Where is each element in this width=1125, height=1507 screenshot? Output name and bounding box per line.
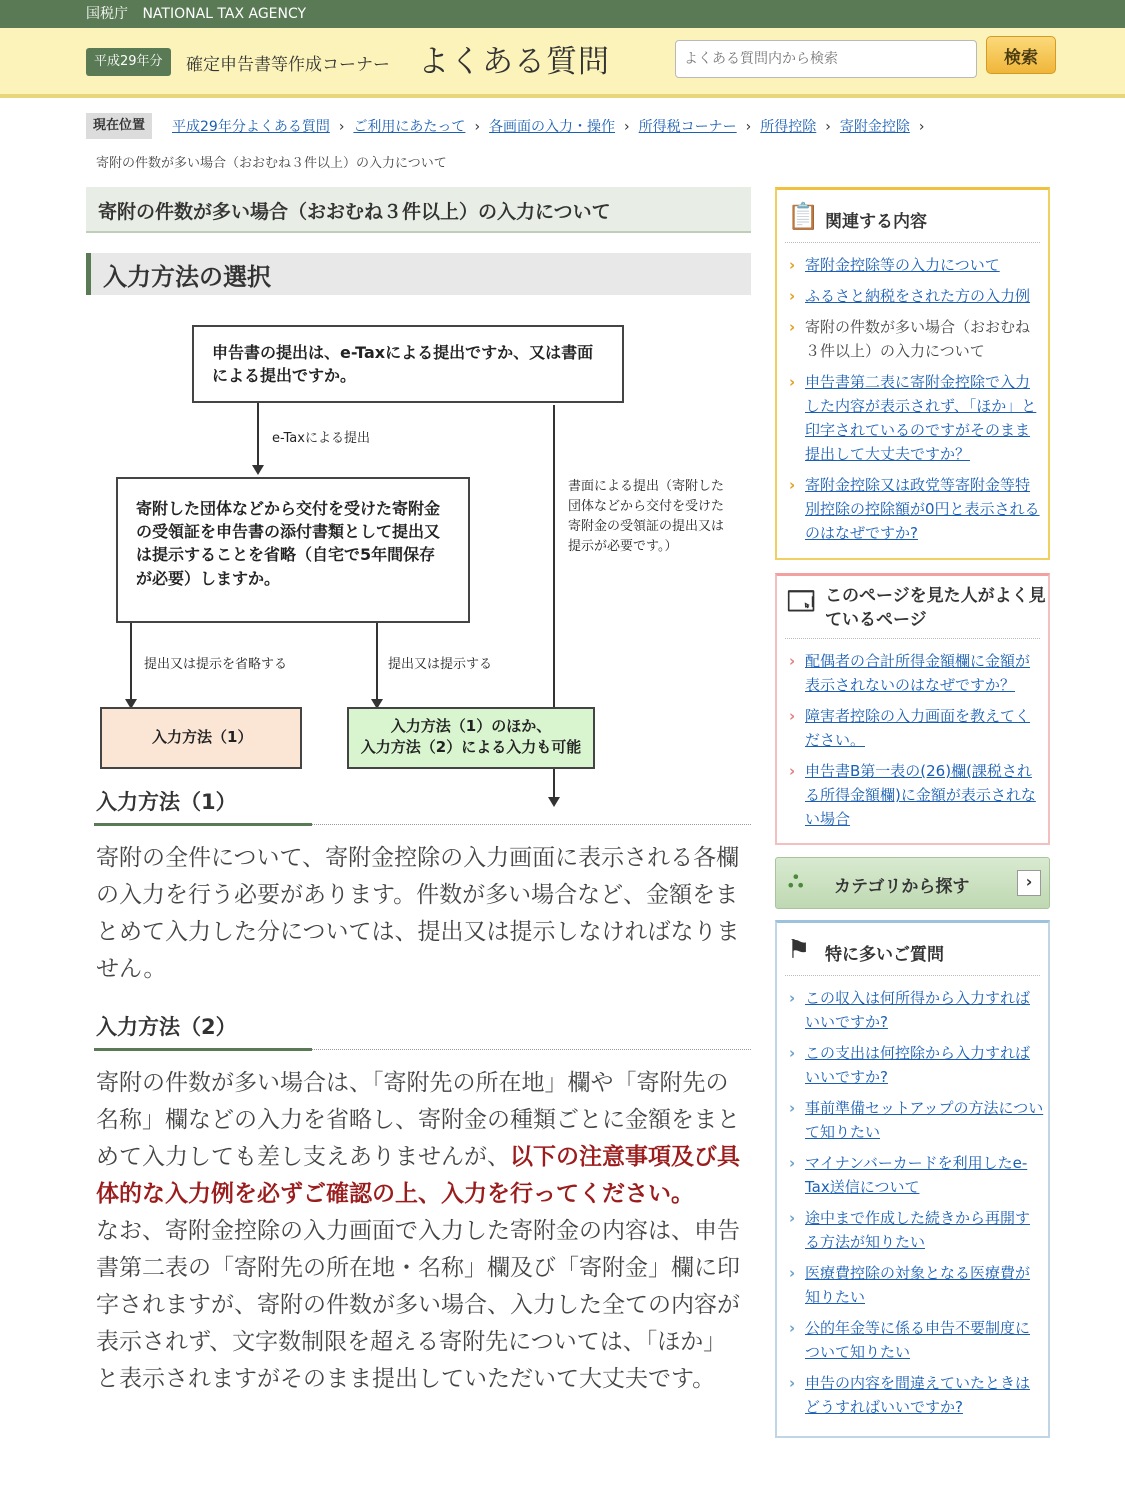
flow-result-2-line2: 入力方法（2）による入力も可能 [360, 738, 582, 756]
breadcrumb-current: 寄附の件数が多い場合（おおむね３件以上）の入力について [96, 156, 447, 171]
corner-name: 確定申告書等作成コーナー [186, 55, 390, 75]
flow-arrow-submit [376, 623, 378, 707]
breadcrumb-separator: › [745, 119, 752, 135]
frequent-item[interactable]: › 途中まで作成した続きから再開する方法が知りたい [787, 1206, 1044, 1254]
method-2-text-after: なお、寄附金控除の入力画面で入力した寄附金の内容は、申告書第二表の「寄附先の所在地・名称」欄及び「寄附金」欄に印字されますが、寄附の件数が多い場合、入力した全ての内容が表示されず、文字数制限を超える寄附先については、「ほか」と表示されますがそのまま提出していただいて大丈夫です。 [96, 1218, 740, 1392]
search-input[interactable] [675, 40, 977, 78]
breadcrumb [172, 116, 933, 136]
breadcrumb-item[interactable]: 所得税コーナー [638, 119, 737, 135]
header [0, 28, 1125, 98]
flow-label-submit: 提出又は提示する [388, 657, 493, 672]
category-label: カテゴリから探す [834, 877, 970, 897]
flow-question-1: 申告書の提出は、e-Taxによる提出ですか、又は書面による提出ですか。 [192, 325, 624, 403]
method-2-section [86, 1006, 751, 1398]
related-title: 関連する内容 [825, 212, 927, 232]
frequent-item[interactable]: › この支出は何控除から入力すればいいですか? [787, 1041, 1044, 1089]
flow-result-2 [347, 707, 595, 769]
method-1-rule [86, 823, 751, 826]
popular-item[interactable]: › 申告書B第一表の(26)欄(課税される所得金額欄)に金額が表示されない場合 [787, 759, 1044, 831]
method-1-title: 入力方法（1） [96, 790, 237, 814]
related-item[interactable]: › 寄附金控除等の入力について [787, 253, 1044, 277]
faq-title[interactable]: よくある質問 [418, 44, 610, 80]
related-item[interactable]: › ふるさと納税をされた方の入力例 [787, 284, 1044, 308]
frequent-item[interactable]: › 公的年金等に係る申告不要制度について知りたい [787, 1316, 1044, 1364]
related-panel [775, 187, 1050, 560]
chevron-right-icon: › [1017, 870, 1041, 896]
section-title: 入力方法の選択 [86, 253, 751, 295]
frequent-item[interactable]: › 申告の内容を間違えていたときはどうすればいいですか? [787, 1371, 1044, 1419]
agency-bar [0, 0, 1125, 28]
breadcrumb-separator: › [918, 119, 925, 135]
flag-icon: ⚑ [787, 935, 811, 965]
breadcrumb-separator: › [825, 119, 831, 135]
search-button[interactable]: 検索 [986, 36, 1056, 74]
main-content [86, 187, 751, 1398]
breadcrumb-label: 現在位置 [86, 113, 152, 139]
breadcrumb-item[interactable]: 平成29年分よくある質問 [172, 119, 330, 135]
frequent-header [777, 923, 1048, 975]
breadcrumb-separator: › [474, 119, 481, 135]
related-item-current: › 寄附の件数が多い場合（おおむね３件以上）の入力について [787, 315, 1044, 363]
breadcrumb-item[interactable]: 所得控除 [760, 119, 817, 135]
sitemap-icon: ⛬ [788, 868, 804, 893]
window-icon: 🗔 [787, 587, 816, 617]
frequent-panel [775, 920, 1050, 1438]
frequent-item[interactable]: › マイナンバーカードを利用したe-Tax送信について [787, 1151, 1044, 1199]
breadcrumb-separator: › [338, 119, 345, 135]
method-1-text: 寄附の全件について、寄附金控除の入力画面に表示される各欄の入力を行う必要があります。件数が多い場合など、金額をまとめて入力した分については、提出又は提示しなければなりません。 [96, 845, 740, 982]
flow-label-paper: 書面による提出（寄附した団体などから交付を受けた寄附金の受領証の提出又は提示が必要です。） [568, 479, 725, 555]
method-2-title: 入力方法（2） [96, 1015, 237, 1039]
year-badge: 平成29年分 [86, 48, 171, 76]
method-2-text [86, 1065, 751, 1398]
flowchart [86, 295, 751, 775]
flow-result-2-line1: 入力方法（1）のほか、 [390, 717, 552, 735]
popular-item[interactable]: › 配偶者の合計所得金額欄に金額が表示されないのはなぜですか？ [787, 649, 1044, 697]
agency-name-jp: 国税庁 [86, 6, 128, 22]
agency-name-en: NATIONAL TAX AGENCY [142, 6, 307, 22]
frequent-item[interactable]: › この収入は何所得から入力すればいいですか? [787, 986, 1044, 1034]
method-2-rule [86, 1048, 751, 1051]
breadcrumb-item[interactable]: 各画面の入力・操作 [489, 119, 616, 135]
popular-header [777, 576, 1048, 638]
related-item[interactable]: › 申告書第二表に寄附金控除で入力した内容が表示されず、「ほか」と印字されているのですがそのまま提出して大丈夫ですか？ [787, 370, 1044, 466]
flow-result-1: 入力方法（1） [100, 707, 302, 769]
page-title: 寄附の件数が多い場合（おおむね３件以上）の入力について [86, 187, 751, 233]
method-2-text-emphasis: 以下の注意事項及び具体的な入力例を必ずご確認の上、入力を行ってください。 [96, 1144, 740, 1207]
frequent-item[interactable]: › 医療費控除の対象となる医療費が知りたい [787, 1261, 1044, 1309]
category-search-button[interactable] [775, 857, 1050, 909]
frequent-item[interactable]: › 事前準備セットアップの方法について知りたい [787, 1096, 1044, 1144]
method-2-text-before: 寄附の件数が多い場合は、「寄附先の所在地」欄や「寄附先の名称」欄などの入力を省略し、寄附金の種類ごとに金額をまとめて入力しても差し支えありませんが、 [96, 1070, 740, 1170]
method-1-section [86, 781, 751, 988]
popular-panel [775, 573, 1050, 845]
breadcrumb-item[interactable]: 寄附金控除 [839, 119, 910, 135]
breadcrumb-item[interactable]: ご利用にあたって [353, 119, 466, 135]
flow-label-omit: 提出又は提示を省略する [144, 657, 288, 672]
flow-label-etax: e-Taxによる提出 [272, 431, 370, 446]
related-header [777, 190, 1048, 242]
popular-item[interactable]: › 障害者控除の入力画面を教えてください。 [787, 704, 1044, 752]
note-icon: 📋 [787, 202, 820, 232]
breadcrumb-separator: › [624, 119, 630, 135]
flow-arrow-omit [130, 623, 132, 707]
related-item[interactable]: › 寄附金控除又は政党等寄附金等特別控除の控除額が0円と表示されるのはなぜですか? [787, 473, 1044, 545]
flow-arrow-etax [257, 403, 259, 473]
frequent-list [777, 976, 1048, 1434]
flow-question-2: 寄附した団体などから交付を受けた寄附金の受領証を申告書の添付書類として提出又は提示することを省略（自宅で5年間保存が必要）しますか。 [116, 477, 470, 623]
related-list [777, 243, 1048, 560]
popular-list [777, 639, 1048, 846]
frequent-title: 特に多いご質問 [825, 945, 944, 965]
popular-title: このページを見た人がよく見ているページ [825, 586, 1046, 630]
